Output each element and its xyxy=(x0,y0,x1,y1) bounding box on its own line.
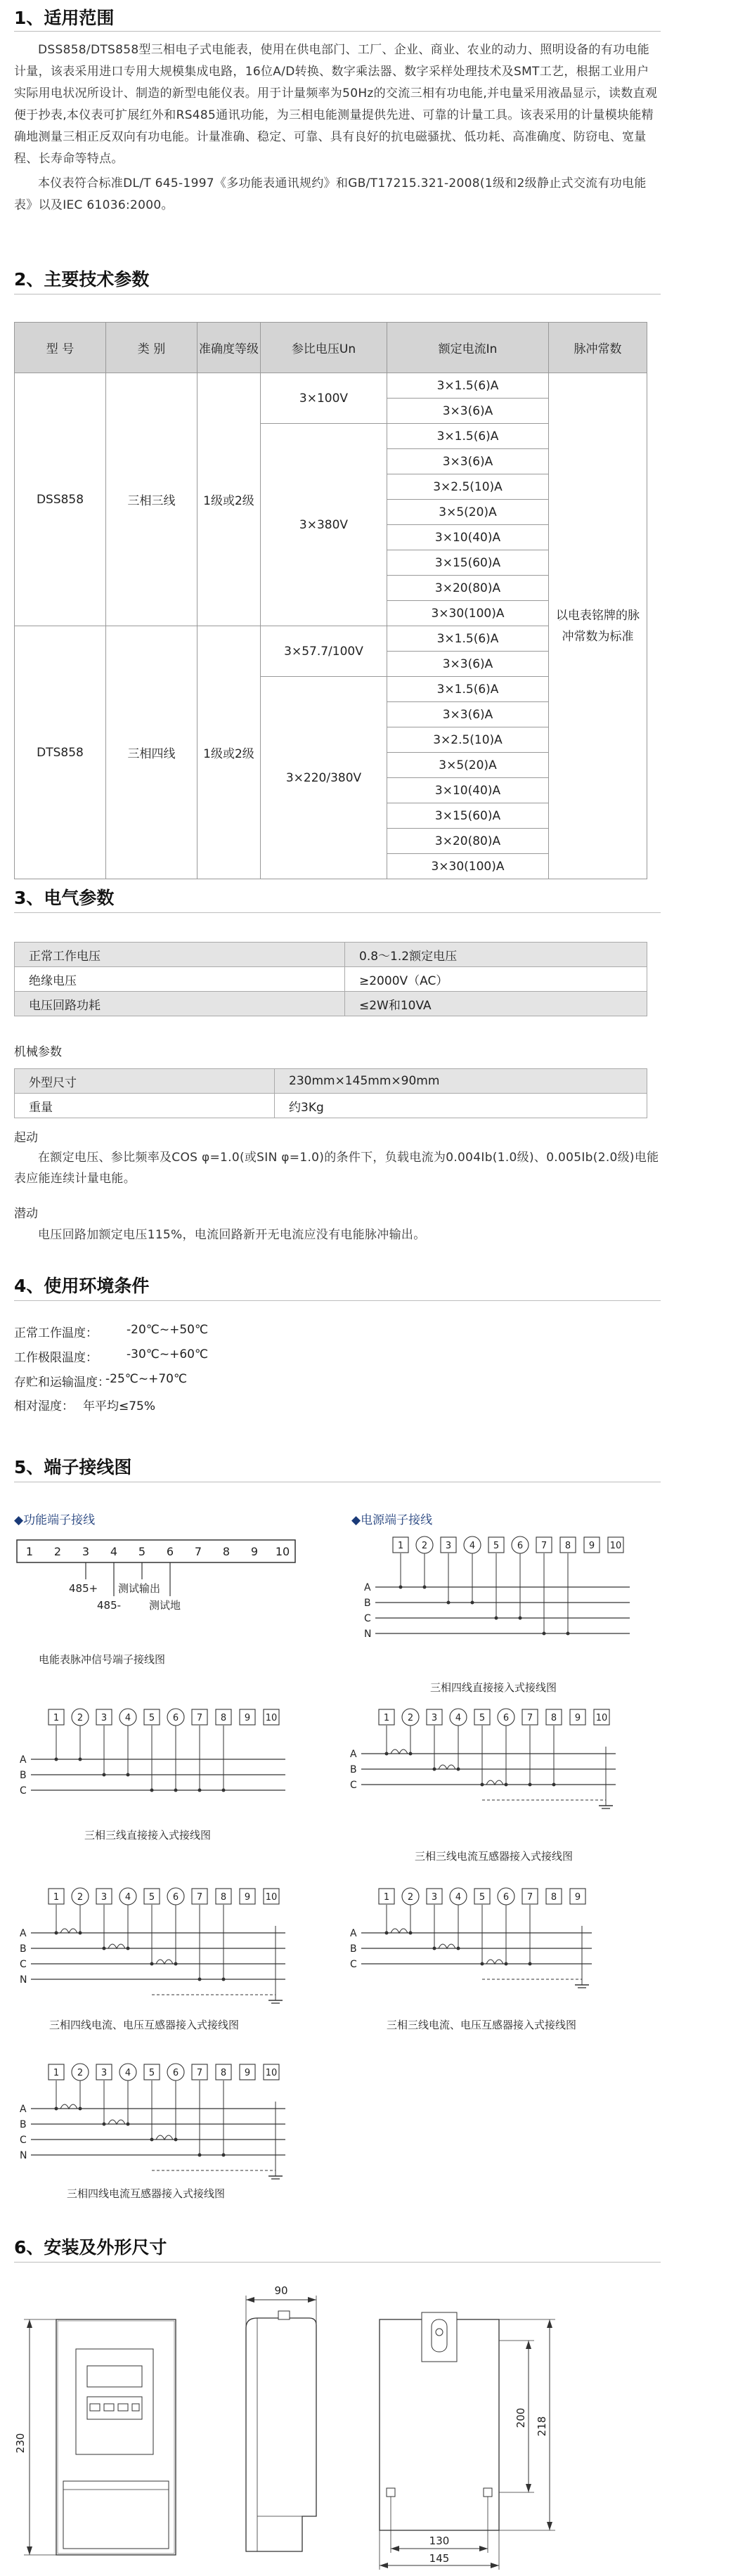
junction-dot xyxy=(481,1783,484,1787)
terminal-num: 5 xyxy=(148,1713,155,1723)
func-wiring-caption: 电能表脉冲信号端子接线图 xyxy=(39,1653,166,1666)
meter-front-view xyxy=(14,2305,211,2565)
env-label: 存贮和运输温度： xyxy=(14,1376,110,1390)
phase-label: C xyxy=(350,1780,357,1791)
scope-paragraph-2: 本仪表符合标准DL/T 645-1997《多功能表通讯规约》和GB/T17215.321-2008(1级和2级静止式交流有功电能表》以及IEC 61036:2000。 xyxy=(14,176,647,212)
lcd-display xyxy=(87,2366,142,2387)
phase-label: C xyxy=(364,1613,371,1624)
current-cell: 3×2.5(10)A xyxy=(387,474,549,500)
env-label: 正常工作温度： xyxy=(14,1326,98,1340)
pulse-cell: 以电表铭牌的脉冲常数为标准 xyxy=(549,373,647,879)
phase-label: B xyxy=(20,1943,27,1955)
junction-dot xyxy=(198,1978,202,1981)
junction-dot xyxy=(529,1783,532,1787)
section-divider xyxy=(14,31,661,32)
dim-218: 218 xyxy=(536,2416,548,2437)
terminal-num: 4 xyxy=(110,1545,118,1558)
env-value: -25℃~+70℃ xyxy=(105,1372,188,1386)
current-cell: 3×1.5(6)A xyxy=(387,626,549,652)
junction-dot xyxy=(103,2123,106,2126)
junction-dot xyxy=(385,1931,389,1935)
section-title-scope: 1、适用范围 xyxy=(14,8,115,28)
section-title-install: 6、安装及外形尺寸 xyxy=(14,2237,167,2258)
table-header: 参比电压Un xyxy=(261,323,387,373)
current-cell: 3×15(60)A xyxy=(387,550,549,576)
current-cell: 3×3(6)A xyxy=(387,702,549,727)
terminal-num: 4 xyxy=(124,2068,131,2078)
phase-label: C xyxy=(350,1959,357,1970)
current-cell: 3×2.5(10)A xyxy=(387,727,549,753)
terminal-num: 10 xyxy=(265,1892,278,1903)
junction-dot xyxy=(433,1947,436,1950)
param-value: ≤2W和10VA xyxy=(345,992,647,1016)
junction-dot xyxy=(222,2154,226,2157)
terminal-num: 9 xyxy=(574,1713,581,1723)
terminal-num: 10 xyxy=(265,1713,278,1723)
terminal-num: 1 xyxy=(53,2068,60,2078)
param-label: 外型尺寸 xyxy=(15,1069,275,1094)
junction-dot xyxy=(127,1947,130,1950)
accuracy-cell: 1级或2级 xyxy=(197,626,261,879)
terminal-num: 9 xyxy=(244,1713,251,1723)
current-cell: 3×5(20)A xyxy=(387,753,549,778)
junction-dot xyxy=(457,1768,460,1771)
category-cell: 三相四线 xyxy=(106,626,197,879)
current-cell: 3×15(60)A xyxy=(387,803,549,829)
terminal-num: 6 xyxy=(503,1713,510,1723)
scope-text xyxy=(14,39,661,216)
wiring-diagram-4w-ct xyxy=(14,2059,309,2182)
ct-coil xyxy=(486,1960,503,1964)
ct-coil xyxy=(60,1929,77,1933)
power-wiring-title: ◆电源端子接线 xyxy=(351,1513,433,1527)
ct-coil xyxy=(60,2104,77,2109)
current-cell: 3×3(6)A xyxy=(387,652,549,677)
section-title-tech: 2、主要技术参数 xyxy=(14,269,150,290)
junction-dot xyxy=(495,1617,498,1620)
terminal-num: 1 xyxy=(25,1545,34,1558)
wiring-caption: 三相四线直接接入式接线图 xyxy=(430,1681,557,1694)
current-cell: 3×3(6)A xyxy=(387,399,549,424)
electrical-table xyxy=(14,942,647,1016)
wiring-caption: 三相三线电流、电压互感器接入式接线图 xyxy=(387,2019,577,2031)
current-cell: 3×20(80)A xyxy=(387,829,549,854)
current-cell: 3×1.5(6)A xyxy=(387,677,549,702)
section-title-environment: 4、使用环境条件 xyxy=(14,1276,150,1296)
dim-145: 145 xyxy=(429,2552,450,2565)
phase-label: A xyxy=(350,1928,357,1939)
mechanical-table xyxy=(14,1068,647,1118)
terminal-num: 1 xyxy=(383,1713,390,1723)
terminal-num: 7 xyxy=(196,1713,203,1723)
dim-200: 200 xyxy=(514,2407,527,2428)
junction-dot xyxy=(150,1962,154,1966)
phase-label: B xyxy=(20,1770,27,1781)
terminal-num: 1 xyxy=(397,1541,404,1551)
junction-dot xyxy=(79,1758,82,1761)
junction-dot xyxy=(552,1783,556,1787)
scope-paragraph-1: DSS858/DTS858型三相电子式电能表，使用在供电部门、工厂、企业、商业、农业的动力、照明设备的有功电能计量，该表采用进口专用大规模集成电路，16位A/D转换、数字乘法器、数字采样处理技术及SMT工艺，根据工业用户实际用电状况所设计、制造的新型电能仪表。用于计量频率为50Hz的交流三相有功电能,并电量采用液晶显示，读数直观便于抄表,本仪表可扩展红外和RS485通讯功能，为三相电能测量提供先进、可靠的计量工具。该表采用的计量模块能精确地测量三相正反双向有功电能。计量准确、稳定、可靠、具有良好的抗电磁骚扰、低功耗、高准确度、防窃电、宽量程、长寿命等特点。 xyxy=(14,43,658,166)
current-cell: 3×1.5(6)A xyxy=(387,424,549,449)
junction-dot xyxy=(505,1783,508,1787)
terminal-num: 3 xyxy=(101,1892,108,1903)
table-header: 型 号 xyxy=(15,323,106,373)
startup-title: 起动 xyxy=(14,1131,38,1145)
category-cell: 三相三线 xyxy=(106,373,197,626)
current-cell: 3×1.5(6)A xyxy=(387,373,549,399)
terminal-num: 5 xyxy=(479,1713,486,1723)
wiring-caption: 三相三线电流互感器接入式接线图 xyxy=(415,1850,574,1863)
dim-230: 230 xyxy=(14,2433,27,2454)
terminal-num: 8 xyxy=(222,1545,231,1558)
terminal-num: 10 xyxy=(609,1541,622,1551)
junction-dot xyxy=(174,2138,178,2142)
terminal-num: 2 xyxy=(407,1892,414,1903)
ct-coil xyxy=(108,2120,125,2124)
terminal-num: 10 xyxy=(265,2068,278,2078)
env-label: 相对湿度： xyxy=(14,1399,74,1413)
junction-dot xyxy=(174,1962,178,1966)
terminal-num: 6 xyxy=(172,1892,179,1903)
section-title-wiring: 5、端子接线图 xyxy=(14,1457,132,1477)
junction-dot xyxy=(55,2107,58,2111)
voltage-cell: 3×220/380V xyxy=(261,677,387,879)
junction-dot xyxy=(55,1758,58,1761)
phase-label: C xyxy=(20,1959,27,1970)
env-value: -20℃~+50℃ xyxy=(127,1323,209,1337)
terminal-num: 2 xyxy=(53,1545,62,1558)
terminal-num: 7 xyxy=(196,1892,203,1903)
junction-dot xyxy=(150,2138,154,2142)
terminal-num: 9 xyxy=(244,1892,251,1903)
terminal-num: 7 xyxy=(526,1713,533,1723)
section-divider xyxy=(14,294,661,295)
dim-90: 90 xyxy=(274,2284,288,2297)
junction-dot xyxy=(481,1962,484,1966)
junction-dot xyxy=(385,1752,389,1756)
terminal-num: 6 xyxy=(503,1892,510,1903)
section-title-electrical: 3、电气参数 xyxy=(14,888,115,908)
terminal-num: 7 xyxy=(194,1545,202,1558)
current-cell: 3×20(80)A xyxy=(387,576,549,601)
tech-param-table xyxy=(14,322,647,879)
junction-dot xyxy=(519,1617,522,1620)
junction-dot xyxy=(543,1632,546,1636)
meter-side-view xyxy=(232,2284,344,2565)
terminal-num: 10 xyxy=(275,1545,290,1558)
terminal-num: 1 xyxy=(383,1892,390,1903)
terminal-num: 3 xyxy=(445,1541,452,1551)
terminal-num: 8 xyxy=(220,1713,227,1723)
current-cell: 3×30(100)A xyxy=(387,854,549,879)
junction-dot xyxy=(127,1773,130,1777)
terminal-num: 5 xyxy=(148,2068,155,2078)
table-header: 类 别 xyxy=(106,323,197,373)
terminal-note-485minus: 485- xyxy=(97,1599,122,1612)
current-cell: 3×3(6)A xyxy=(387,449,549,474)
terminal-num: 5 xyxy=(479,1892,486,1903)
terminal-num: 2 xyxy=(407,1713,414,1723)
phase-label: A xyxy=(364,1582,371,1593)
phase-label: B xyxy=(350,1764,357,1775)
phase-label: N xyxy=(364,1629,372,1640)
terminal-num: 7 xyxy=(196,2068,203,2078)
terminal-num: 4 xyxy=(455,1892,462,1903)
junction-dot xyxy=(409,1931,413,1935)
phase-label: C xyxy=(20,1785,27,1797)
terminal-num: 6 xyxy=(517,1541,524,1551)
ct-coil xyxy=(486,1780,503,1785)
terminal-note-485plus: 485+ xyxy=(69,1582,98,1595)
terminal-num: 5 xyxy=(493,1541,500,1551)
terminal-num: 10 xyxy=(595,1713,608,1723)
terminal-num: 5 xyxy=(148,1892,155,1903)
model-cell: DTS858 xyxy=(15,626,106,879)
section-divider xyxy=(14,2262,661,2263)
terminal-num: 9 xyxy=(588,1541,595,1551)
creep-text xyxy=(14,1224,661,1246)
ct-coil xyxy=(156,2135,173,2140)
creep-title: 潜动 xyxy=(14,1207,38,1221)
param-value: ≥2000V（AC） xyxy=(345,967,647,992)
terminal-num: 4 xyxy=(124,1713,131,1723)
junction-dot xyxy=(566,1632,570,1636)
model-cell: DSS858 xyxy=(15,373,106,626)
param-value: 约3Kg xyxy=(275,1094,647,1118)
junction-dot xyxy=(505,1962,508,1966)
terminal-note-test-out: 测试输出 xyxy=(118,1582,161,1595)
junction-dot xyxy=(55,1931,58,1935)
terminal-num: 3 xyxy=(101,1713,108,1723)
phase-label: B xyxy=(20,2119,27,2130)
env-label: 工作极限温度： xyxy=(14,1351,98,1365)
terminal-num: 6 xyxy=(172,2068,179,2078)
phase-label: A xyxy=(20,1928,27,1939)
wiring-caption: 三相四线电流互感器接入式接线图 xyxy=(67,2187,226,2200)
junction-dot xyxy=(447,1601,451,1605)
phase-label: N xyxy=(20,2150,27,2161)
current-cell: 3×30(100)A xyxy=(387,601,549,626)
func-wiring-title: ◆功能端子接线 xyxy=(14,1513,96,1527)
junction-dot xyxy=(150,1789,154,1792)
terminal-num: 2 xyxy=(77,1713,84,1723)
ct-coil xyxy=(108,1944,125,1948)
ct-coil xyxy=(439,1944,455,1948)
junction-dot xyxy=(198,2154,202,2157)
voltage-cell: 3×57.7/100V xyxy=(261,626,387,677)
current-cell: 3×10(40)A xyxy=(387,778,549,803)
junction-dot xyxy=(198,1789,202,1792)
meter-rear-view xyxy=(365,2298,576,2572)
terminal-num: 9 xyxy=(250,1545,259,1558)
junction-dot xyxy=(79,2107,82,2111)
junction-dot xyxy=(433,1768,436,1771)
creep-paragraph: 电压回路加额定电压115%，电流回路新开无电流应没有电能脉冲输出。 xyxy=(38,1228,426,1242)
junction-dot xyxy=(423,1586,427,1589)
terminal-num: 3 xyxy=(431,1892,438,1903)
current-cell: 3×10(40)A xyxy=(387,525,549,550)
mechanical-title: 机械参数 xyxy=(14,1045,62,1059)
terminal-num: 8 xyxy=(220,1892,227,1903)
table-header: 脉冲常数 xyxy=(549,323,647,373)
junction-dot xyxy=(127,2123,130,2126)
startup-text xyxy=(14,1147,661,1189)
ct-coil xyxy=(439,1765,455,1769)
voltage-cell: 3×100V xyxy=(261,373,387,424)
terminal-num: 5 xyxy=(138,1545,146,1558)
terminal-num: 8 xyxy=(550,1713,557,1723)
terminal-num: 3 xyxy=(82,1545,90,1558)
junction-dot xyxy=(222,1978,226,1981)
junction-dot xyxy=(103,1947,106,1950)
junction-dot xyxy=(471,1601,474,1605)
junction-dot xyxy=(79,1931,82,1935)
ct-coil xyxy=(156,1960,173,1964)
phase-label: B xyxy=(350,1943,357,1955)
terminal-num: 9 xyxy=(244,2068,251,2078)
terminal-note-test-gnd: 测试地 xyxy=(149,1599,181,1612)
wiring-caption: 三相四线电流、电压互感器接入式接线图 xyxy=(49,2019,240,2031)
param-label: 电压回路功耗 xyxy=(15,992,345,1016)
terminal-num: 3 xyxy=(101,2068,108,2078)
ct-coil xyxy=(391,1929,408,1933)
param-value: 230mm×145mm×90mm xyxy=(275,1069,647,1094)
ct-coil xyxy=(391,1749,408,1754)
phase-label: A xyxy=(20,2104,27,2115)
wiring-diagram-4w-direct xyxy=(358,1532,654,1673)
phase-label: B xyxy=(364,1598,371,1609)
junction-dot xyxy=(457,1947,460,1950)
wiring-caption: 三相三线直接接入式接线图 xyxy=(84,1829,212,1842)
terminal-num: 2 xyxy=(421,1541,428,1551)
terminal-num: 4 xyxy=(469,1541,476,1551)
wiring-diagram-3w-ctpt xyxy=(344,1884,640,2010)
wiring-diagram-3w-ct xyxy=(344,1704,654,1845)
terminal-num: 8 xyxy=(550,1892,557,1903)
junction-dot xyxy=(174,1789,178,1792)
terminal-num: 6 xyxy=(166,1545,174,1558)
phase-label: A xyxy=(20,1754,27,1766)
junction-dot xyxy=(399,1586,403,1589)
dim-130: 130 xyxy=(429,2535,450,2547)
func-terminal-diagram xyxy=(14,1536,309,1627)
terminal-num: 7 xyxy=(540,1541,548,1551)
env-value: -30℃~+60℃ xyxy=(127,1347,209,1361)
voltage-cell: 3×380V xyxy=(261,424,387,626)
junction-dot xyxy=(222,1789,226,1792)
param-value: 0.8～1.2额定电压 xyxy=(345,943,647,967)
terminal-num: 2 xyxy=(77,1892,84,1903)
phase-label: N xyxy=(20,1974,27,1986)
phase-label: C xyxy=(20,2135,27,2146)
param-label: 正常工作电压 xyxy=(15,943,345,967)
terminal-num: 4 xyxy=(124,1892,131,1903)
table-header: 准确度等级 xyxy=(197,323,261,373)
param-label: 重量 xyxy=(15,1094,275,1118)
section-divider xyxy=(14,1300,661,1301)
section-divider xyxy=(14,912,661,913)
junction-dot xyxy=(409,1752,413,1756)
terminal-num: 2 xyxy=(77,2068,84,2078)
startup-paragraph: 在额定电压、参比频率及COS φ=1.0(或SIN φ=1.0)的条件下，负载电流为0.004Ib(1.0级)、0.005Ib(2.0级)电能表应能连续计量电能。 xyxy=(14,1151,659,1186)
phase-label: A xyxy=(350,1749,357,1760)
current-cell: 3×5(20)A xyxy=(387,500,549,525)
accuracy-cell: 1级或2级 xyxy=(197,373,261,626)
terminal-num: 8 xyxy=(564,1541,571,1551)
terminal-num: 8 xyxy=(220,2068,227,2078)
terminal-num: 1 xyxy=(53,1892,60,1903)
wiring-diagram-3w-direct xyxy=(14,1704,309,1827)
terminal-cover xyxy=(63,2481,169,2549)
param-label: 绝缘电压 xyxy=(15,967,345,992)
terminal-num: 9 xyxy=(574,1892,581,1903)
terminal-num: 3 xyxy=(431,1713,438,1723)
wiring-diagram-4w-ctpt xyxy=(14,1884,323,2010)
terminal-num: 1 xyxy=(53,1713,60,1723)
terminal-num: 6 xyxy=(172,1713,179,1723)
env-value: 年平均≤75% xyxy=(83,1399,156,1413)
terminal-num: 4 xyxy=(455,1713,462,1723)
junction-dot xyxy=(529,1962,532,1966)
junction-dot xyxy=(103,1773,106,1777)
table-header: 额定电流In xyxy=(387,323,549,373)
terminal-num: 7 xyxy=(526,1892,533,1903)
